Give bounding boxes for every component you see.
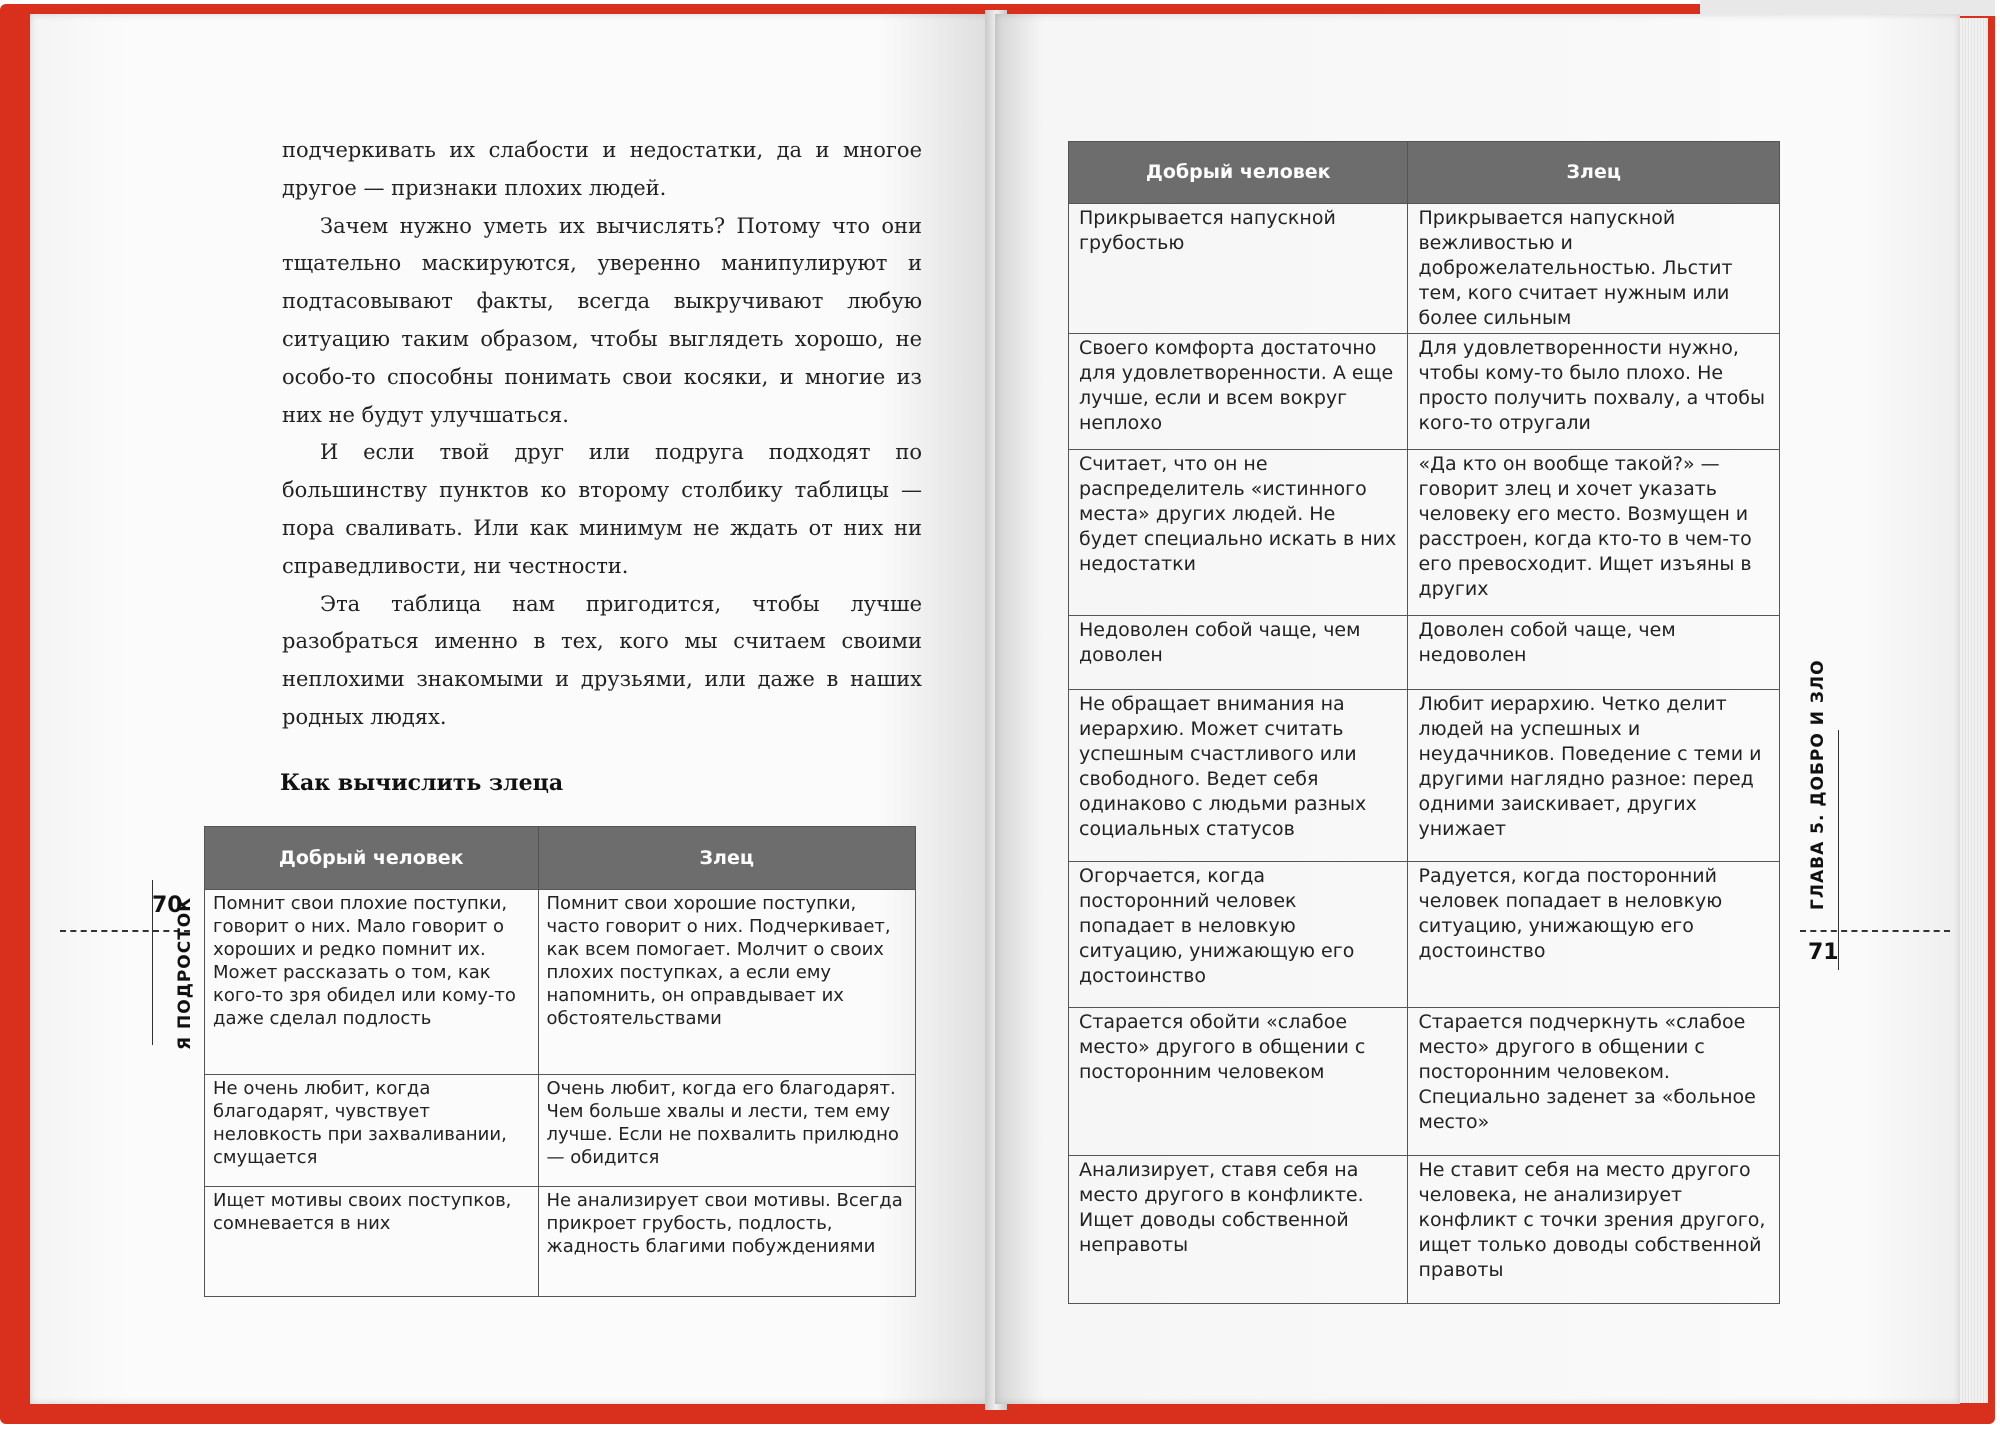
table-row — [1069, 690, 1780, 862]
table-cell: Не ставит себя на место другого человека, не анализирует конфликт с точки зрения другого, ищет только доводы собственной правоты — [1408, 1156, 1780, 1304]
table-cell: Огорчается, когда посторонний человек попадает в неловкую ситуацию, унижающую его достоинство — [1069, 862, 1408, 1008]
column-header-good: Добрый человек — [205, 827, 539, 890]
table-cell: Не анализирует свои мотивы. Всегда прикроет грубость, подлость, жадность благими побуждениями — [538, 1187, 916, 1297]
column-header-evil: Злец — [538, 827, 916, 890]
table-cell: Своего комфорта достаточно для удовлетворенности. А еще лучше, если и всем вокруг неплохо — [1069, 334, 1408, 450]
comparison-table-left — [204, 826, 916, 1297]
table-row — [1069, 862, 1780, 1008]
table-row — [205, 1075, 916, 1187]
table-row — [205, 1187, 916, 1297]
left-body-text — [282, 132, 922, 737]
running-head-left: Я ПОДРОСТОК — [175, 896, 195, 1050]
table-row — [205, 890, 916, 1075]
column-header-evil: Злец — [1408, 142, 1780, 204]
table-header-row — [205, 827, 916, 890]
table-cell: Старается обойти «слабое место» другого в общении с посторонним человеком — [1069, 1008, 1408, 1156]
paragraph: И если твой друг или подруга подходят по большинству пунктов ко второму столбику таблицы — пора сваливать. Или как минимум не ждать от них ни справедливости, ни честности. — [282, 440, 922, 578]
table-cell: Радуется, когда посторонний человек попадает в неловкую ситуацию, унижающую его достоинство — [1408, 862, 1780, 1008]
table-row — [1069, 334, 1780, 450]
table-cell: «Да кто он вообще такой?» — говорит злец и хочет указать человеку его место. Возмущен и расстроен, когда кто-то в чем-то его превосходит. Ищет изъяны в других — [1408, 450, 1780, 616]
table-cell: Прикрывается напускной вежливостью и доброжелательностью. Льстит тем, кого считает нужным или более сильным — [1408, 204, 1780, 334]
running-head-right: ГЛАВА 5. ДОБРО И ЗЛО — [1808, 659, 1828, 910]
folio-vertical-rule-right — [1838, 730, 1839, 970]
table-cell: Считает, что он не распределитель «истинного места» других людей. Не будет специально искать в них недостатки — [1069, 450, 1408, 616]
paragraph: Зачем нужно уметь их вычислять? Потому что они тщательно маскируются, уверенно манипулируют и подтасовывают факты, всегда выкручивают любую ситуацию таким образом, чтобы выглядеть хорошо, не особо-то способны понимать свои косяки, и многие из них не будут улучшаться. — [282, 213, 922, 427]
table-row — [1069, 616, 1780, 690]
page-number-left: 70 — [152, 893, 183, 918]
table-cell: Старается подчеркнуть «слабое место» другого в общении с посторонним человеком. Специально заденет за «больное место» — [1408, 1008, 1780, 1156]
table-cell: Помнит свои плохие поступки, говорит о них. Мало говорит о хороших и редко помнит их. Может рассказать о том, как кого-то зря обидел или кому-то даже сделал подлость — [205, 890, 539, 1075]
page-number-right: 71 — [1808, 940, 1839, 965]
folio-dashed-rule-left — [60, 930, 190, 932]
folio-vertical-rule-left — [152, 880, 153, 1045]
paragraph: Эта таблица нам пригодится, чтобы лучше разобраться именно в тех, кого мы считаем своими неплохими знакомыми и друзьями, или даже в наших родных людях. — [282, 591, 922, 729]
table-cell: Для удовлетворенности нужно, чтобы кому-то было плохо. Не просто получить похвалу, а чтобы кого-то отругали — [1408, 334, 1780, 450]
section-subheading: Как вычислить злеца — [280, 770, 564, 796]
table-row — [1069, 204, 1780, 334]
table-row — [1069, 1008, 1780, 1156]
page-fore-edge — [1960, 18, 1988, 1403]
table-row — [1069, 450, 1780, 616]
table-cell: Доволен собой чаще, чем недоволен — [1408, 616, 1780, 690]
folio-dashed-rule-right — [1800, 930, 1950, 932]
table-row — [1069, 1156, 1780, 1304]
table-header-row — [1069, 142, 1780, 204]
table-cell: Анализирует, ставя себя на место другого в конфликте. Ищет доводы собственной неправоты — [1069, 1156, 1408, 1304]
table-cell: Не обращает внимания на иерархию. Может считать успешным счастливого или свободного. Ведет себя одинаково с людьми разных социальных статусов — [1069, 690, 1408, 862]
table-cell: Ищет мотивы своих поступков, сомневается в них — [205, 1187, 539, 1297]
table-cell: Недоволен собой чаще, чем доволен — [1069, 616, 1408, 690]
table-cell: Очень любит, когда его благодарят. Чем больше хвалы и лести, тем ему лучше. Если не похвалить прилюдно — обидится — [538, 1075, 916, 1187]
paragraph: подчеркивать их слабости и недостатки, да и многое другое — признаки плохих людей. — [282, 138, 922, 200]
table-cell: Помнит свои хорошие поступки, часто говорит о них. Подчеркивает, как всем помогает. Молчит о своих плохих поступках, а если ему напомнить, он оправдывает их обстоятельствами — [538, 890, 916, 1075]
table-cell: Не очень любит, когда благодарят, чувствует неловкость при захваливании, смущается — [205, 1075, 539, 1187]
comparison-table-right — [1068, 141, 1780, 1304]
table-cell: Прикрывается напускной грубостью — [1069, 204, 1408, 334]
table-cell: Любит иерархию. Четко делит людей на успешных и неудачников. Поведение с теми и другими наглядно разное: перед одними заискивает, других унижает — [1408, 690, 1780, 862]
column-header-good: Добрый человек — [1069, 142, 1408, 204]
